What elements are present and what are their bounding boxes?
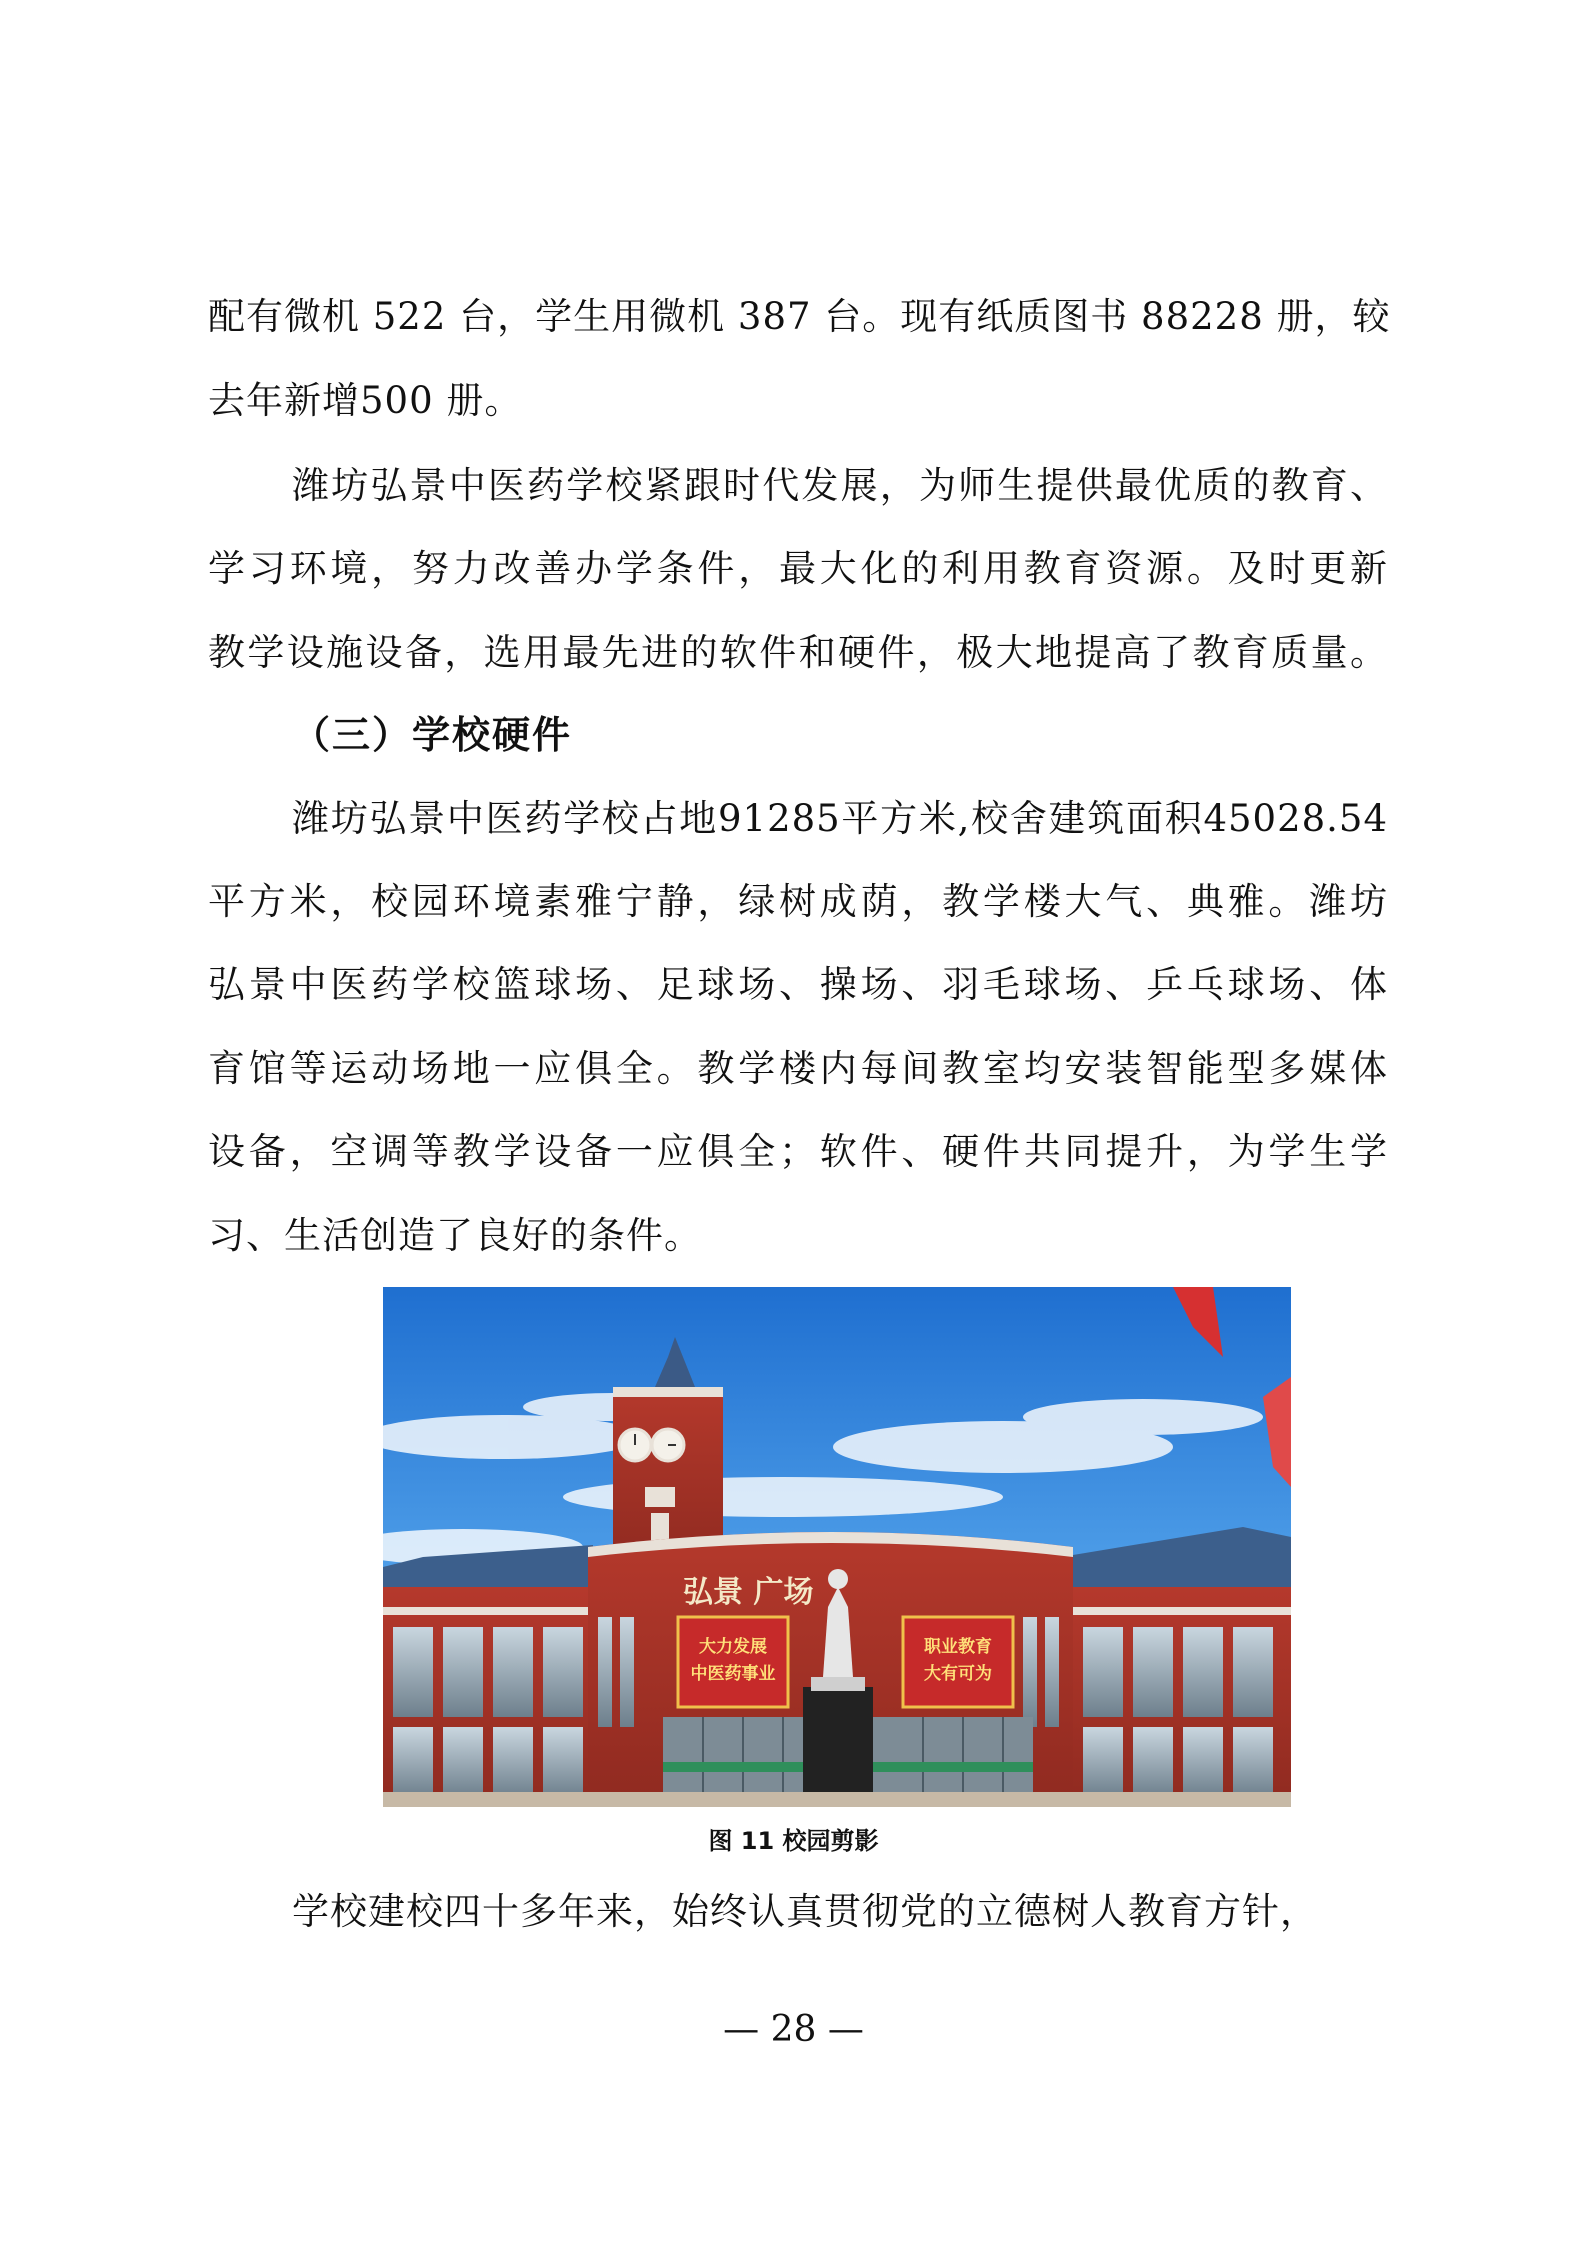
section-heading: （三）学校硬件 [292,712,573,757]
paragraph-2-line-1: 潍坊弘景中医药学校紧跟时代发展，为师生提供最优质的教育、 [292,464,1388,507]
banner-left-line-2: 中医药事业 [690,1664,776,1684]
right-wing-building [1073,1527,1291,1807]
paragraph-1-line-2: 去年新增500 册。 [208,379,523,422]
paragraph-4-line-1: 学校建校四十多年来，始终认真贯彻党的立德树人教育方针， [292,1890,1318,1933]
paragraph-2-line-2: 学习环境，努力改善办学条件，最大化的利用教育资源。及时更新 [208,547,1388,590]
ground [383,1792,1291,1807]
paragraph-3-line-1: 潍坊弘景中医药学校占地91285平方米,校舍建筑面积45028.54 [292,797,1388,840]
figure-caption: 图 11 校园剪影 [708,1827,879,1855]
left-wing-building [383,1545,593,1807]
paragraph-3-line-3: 弘景中医药学校篮球场、足球场、操场、羽毛球场、乒乓球场、体 [208,963,1388,1006]
paragraph-3-line-4: 育馆等运动场地一应俱全。教学楼内每间教室均安装智能型多媒体 [208,1047,1388,1090]
paragraph-1-line-1: 配有微机 522 台，学生用微机 387 台。现有纸质图书 88228 册，较 [208,295,1391,338]
paragraph-2-line-3: 教学设施设备，选用最先进的软件和硬件，极大地提高了教育质量。 [208,631,1388,674]
paragraph-3-line-2: 平方米，校园环境素雅宁静，绿树成荫，教学楼大气、典雅。潍坊 [208,880,1388,923]
banner-right-line-1: 职业教育 [924,1637,992,1657]
paragraph-3-line-6: 习、生活创造了良好的条件。 [208,1214,702,1257]
campus-photo [383,1287,1291,1807]
banner-left [678,1617,788,1707]
paragraph-3-line-5: 设备，空调等教学设备一应俱全；软件、硬件共同提升，为学生学 [208,1130,1388,1173]
banner-right [903,1617,1013,1707]
page-number: — 28 — [723,2009,864,2050]
banner-right-line-2: 大有可为 [924,1664,992,1684]
banner-left-line-1: 大力发展 [699,1637,767,1657]
building-sign: 弘景 广场 [683,1575,814,1610]
